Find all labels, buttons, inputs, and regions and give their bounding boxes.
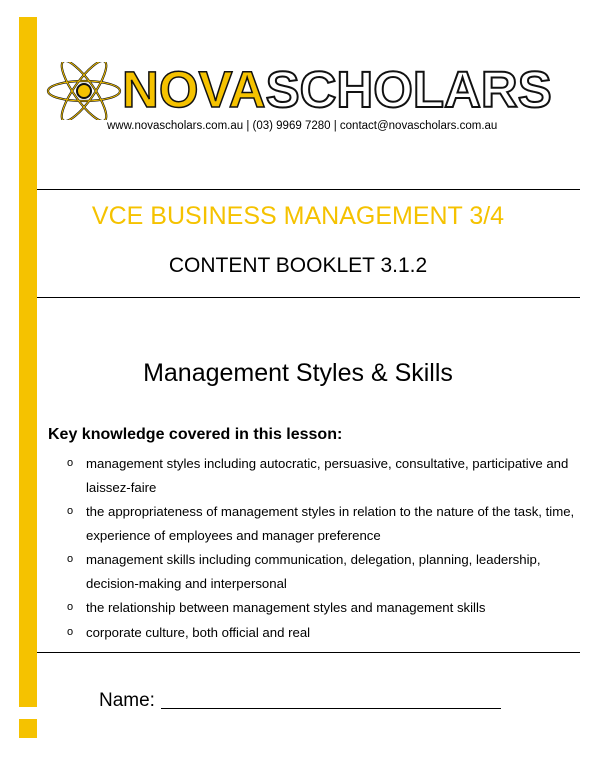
list-item [67,548,582,595]
key-knowledge-list [67,452,582,645]
name-write-line[interactable] [161,708,501,709]
logo-wordmark-nova: NOVA [122,61,266,118]
left-accent-square [19,719,37,738]
list-item-text: the appropriateness of management styles in relation to the nature of the task, time, experience of employees and manager preference [86,504,575,543]
booklet-title: CONTENT BOOKLET 3.1.2 [168,254,428,277]
course-title: VCE BUSINESS MANAGEMENT 3/4 [91,202,505,230]
hollow-bullet-icon: o [67,553,74,565]
bottom-divider [37,652,580,653]
list-item-text: the relationship between management styles and management skills [86,600,486,615]
logo-wordmark [122,60,552,120]
hollow-bullet-icon: o [67,505,74,517]
nova-scholars-logo [45,60,555,140]
list-item-text: management skills including communication, delegation, planning, leadership, decision-making and interpersonal [86,552,541,591]
name-label: Name: [99,690,155,711]
list-item [67,596,582,620]
middle-divider [37,297,580,298]
hollow-bullet-icon: o [67,601,74,613]
list-item [67,621,582,645]
top-divider [37,189,580,190]
contact-line: www.novascholars.com.au | (03) 9969 7280 | contact@novascholars.com.au [107,120,498,132]
lesson-title: Management Styles & Skills [143,359,453,387]
list-item [67,500,582,547]
list-item-text: management styles including autocratic, persuasive, consultative, participative and laissez-faire [86,456,569,495]
key-knowledge-heading: Key knowledge covered in this lesson: [48,426,343,443]
atom-icon [45,62,123,120]
hollow-bullet-icon: o [67,625,74,638]
list-item [67,452,582,499]
hollow-bullet-icon: o [67,457,74,469]
list-item-text: corporate culture, both official and real [86,624,311,640]
logo-wordmark-scholars: SCHOLARS [265,61,552,118]
